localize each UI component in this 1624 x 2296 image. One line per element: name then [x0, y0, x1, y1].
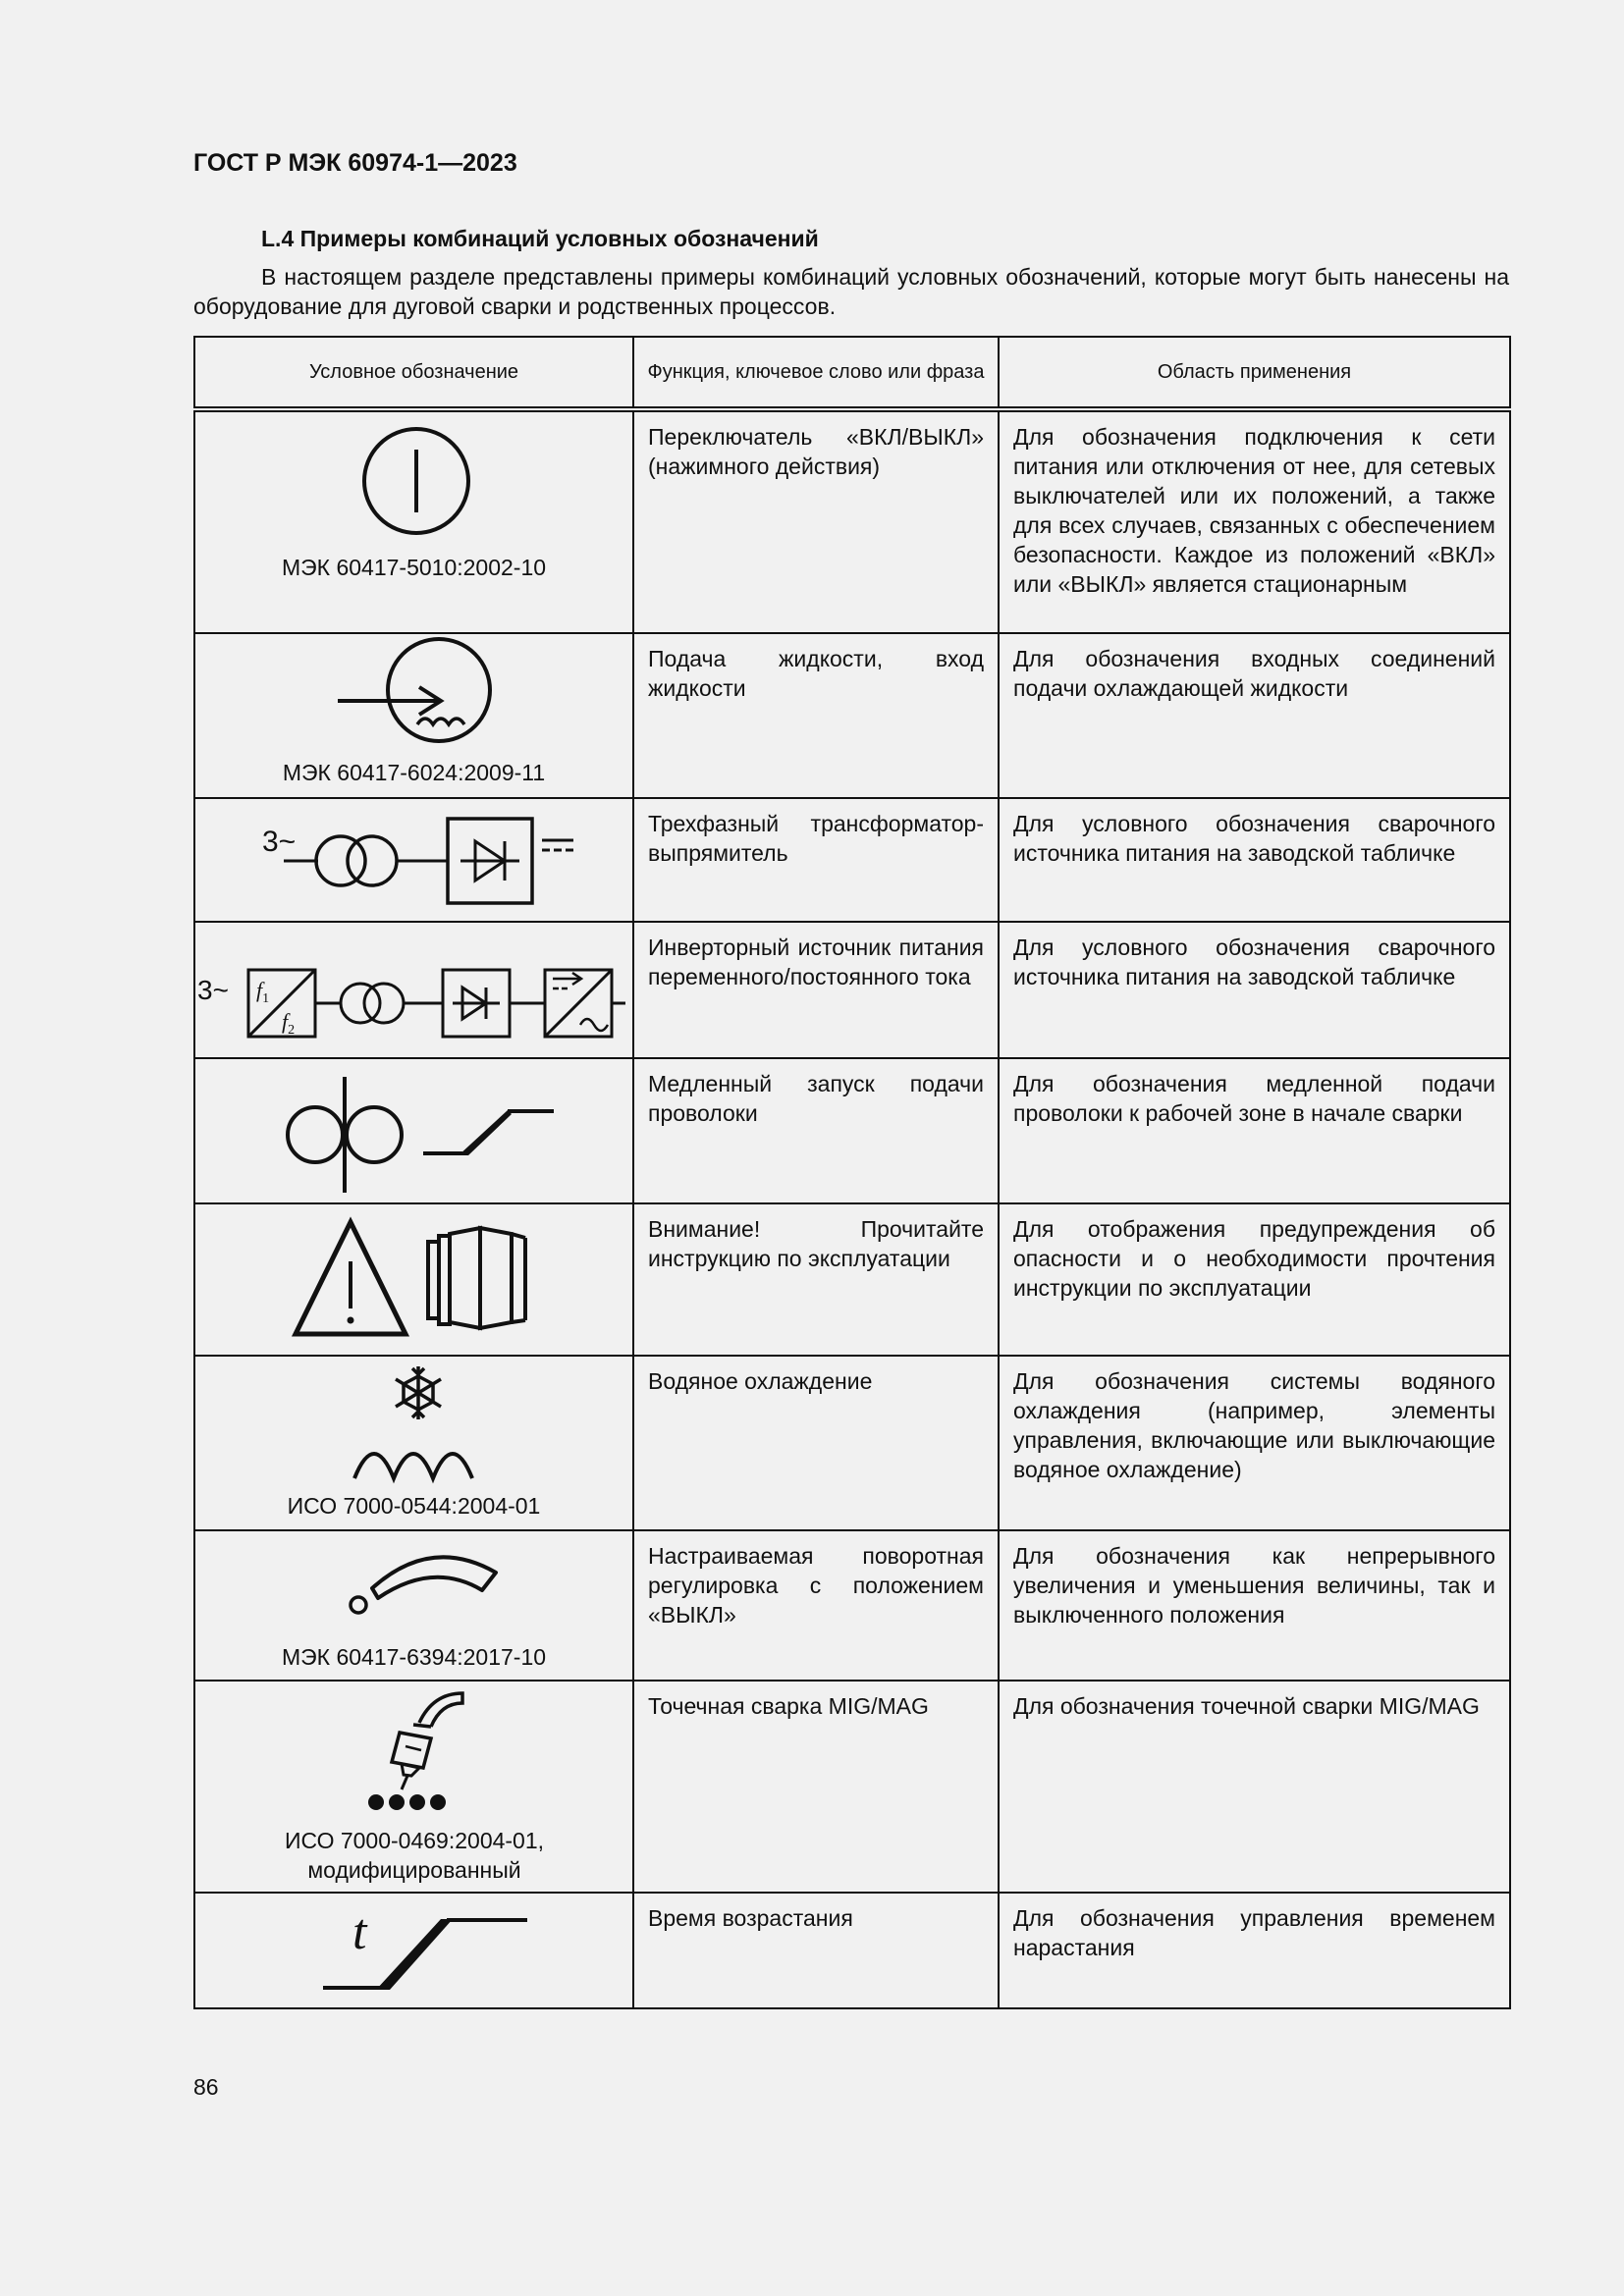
page-number: 86	[193, 2074, 219, 2100]
table-row	[194, 1058, 1510, 1203]
table-row	[194, 633, 1510, 798]
symbol-cell	[194, 1058, 633, 1203]
application-cell: Для условного обозначения сварочного источника питания на заводской табличке	[999, 798, 1510, 922]
symbol-code: ИСО 7000-0469:2004-01, модифицированный	[284, 1828, 545, 1883]
symbol-cell	[194, 1530, 633, 1681]
application-cell: Для условного обозначения сварочного источника питания на заводской табличке	[999, 922, 1510, 1058]
table-header-row	[194, 337, 1510, 409]
table-row	[194, 922, 1510, 1058]
function-cell: Время возрастания	[633, 1893, 999, 2008]
symbol-cell	[194, 1356, 633, 1530]
symbol-cell	[194, 1893, 633, 2008]
symbol-code: МЭК 60417-6024:2009-11	[282, 760, 546, 785]
symbol-code: МЭК 60417-5010:2002-10	[281, 555, 547, 580]
transformer-rectifier-icon	[195, 799, 634, 923]
application-cell: Для обозначения управления временем нарастания	[999, 1893, 1510, 2008]
symbol-cell	[194, 1681, 633, 1893]
application-cell: Для обозначения входных соединений подачи охлаждающей жидкости	[999, 633, 1510, 798]
table-row	[194, 798, 1510, 922]
header-symbol: Условное обозначение	[194, 337, 633, 409]
slow-wire-feed-icon	[195, 1059, 634, 1204]
table-row	[194, 1356, 1510, 1530]
symbols-table	[193, 336, 1511, 2009]
header-application: Область применения	[999, 337, 1510, 409]
section-title: L.4 Примеры комбинаций условных обозначений	[261, 226, 819, 251]
function-cell: Переключатель «ВКЛ/ВЫКЛ» (нажимного действия)	[633, 409, 999, 633]
function-cell: Настраиваемая поворотная регулировка с положением «ВЫКЛ»	[633, 1530, 999, 1681]
application-cell: Для обозначения как непрерывного увеличения и уменьшения величины, так и выключенного положения	[999, 1530, 1510, 1681]
function-cell: Медленный запуск подачи проволоки	[633, 1058, 999, 1203]
phase-label: 3~	[197, 975, 229, 1005]
application-cell: Для обозначения медленной подачи проволоки к рабочей зоне в начале сварки	[999, 1058, 1510, 1203]
symbol-cell	[194, 633, 633, 798]
rise-time-icon	[195, 1894, 634, 2009]
application-cell: Для отображения предупреждения об опасности и о необходимости прочтения инструкции по эксплуатации	[999, 1203, 1510, 1356]
table-row	[194, 1530, 1510, 1681]
application-cell: Для обозначения системы водяного охлаждения (например, элементы управления, включающие или выключающие водяное охлаждение)	[999, 1356, 1510, 1530]
function-cell: Внимание! Прочитайте инструкцию по эксплуатации	[633, 1203, 999, 1356]
function-cell: Трехфазный трансформатор-выпрямитель	[633, 798, 999, 922]
symbol-code: ИСО 7000-0544:2004-01	[287, 1493, 541, 1519]
time-label: t	[352, 1904, 367, 1960]
header-function: Функция, ключевое слово или фраза	[633, 337, 999, 409]
power-switch-icon	[195, 412, 634, 636]
symbol-cell	[194, 798, 633, 922]
function-cell: Инверторный источник питания переменного/постоянного тока	[633, 922, 999, 1058]
table-row	[194, 1203, 1510, 1356]
application-cell: Для обозначения подключения к сети питания или отключения от нее, для сетевых выключателей или их положений, а также для всех случаев, связанных с обеспечением безопасности. Каждое из положений «ВКЛ» или «ВЫКЛ» является стационарным	[999, 409, 1510, 633]
table-row	[194, 409, 1510, 633]
function-cell: Точечная сварка MIG/MAG	[633, 1681, 999, 1893]
inverter-power-source-icon	[195, 923, 634, 1059]
symbol-cell	[194, 1203, 633, 1356]
application-cell: Для обозначения точечной сварки MIG/MAG	[999, 1681, 1510, 1893]
warning-read-manual-icon	[195, 1204, 634, 1357]
symbol-cell	[194, 409, 633, 633]
document-header: ГОСТ Р МЭК 60974-1—2023	[193, 149, 517, 177]
table-row	[194, 1681, 1510, 1893]
freq-label-2: $f_2$	[282, 1009, 296, 1038]
symbol-cell	[194, 922, 633, 1058]
symbol-code: МЭК 60417-6394:2017-10	[281, 1644, 547, 1670]
phase-label: 3~	[262, 826, 297, 858]
function-cell: Подача жидкости, вход жидкости	[633, 633, 999, 798]
table-row	[194, 1893, 1510, 2008]
section-intro: В настоящем разделе представлены примеры комбинаций условных обозначений, которые могут быть нанесены на оборудование для дуговой сварки и родственных процессов.	[193, 264, 1509, 319]
function-cell: Водяное охлаждение	[633, 1356, 999, 1530]
freq-label-1: $f_1$	[256, 978, 270, 1006]
